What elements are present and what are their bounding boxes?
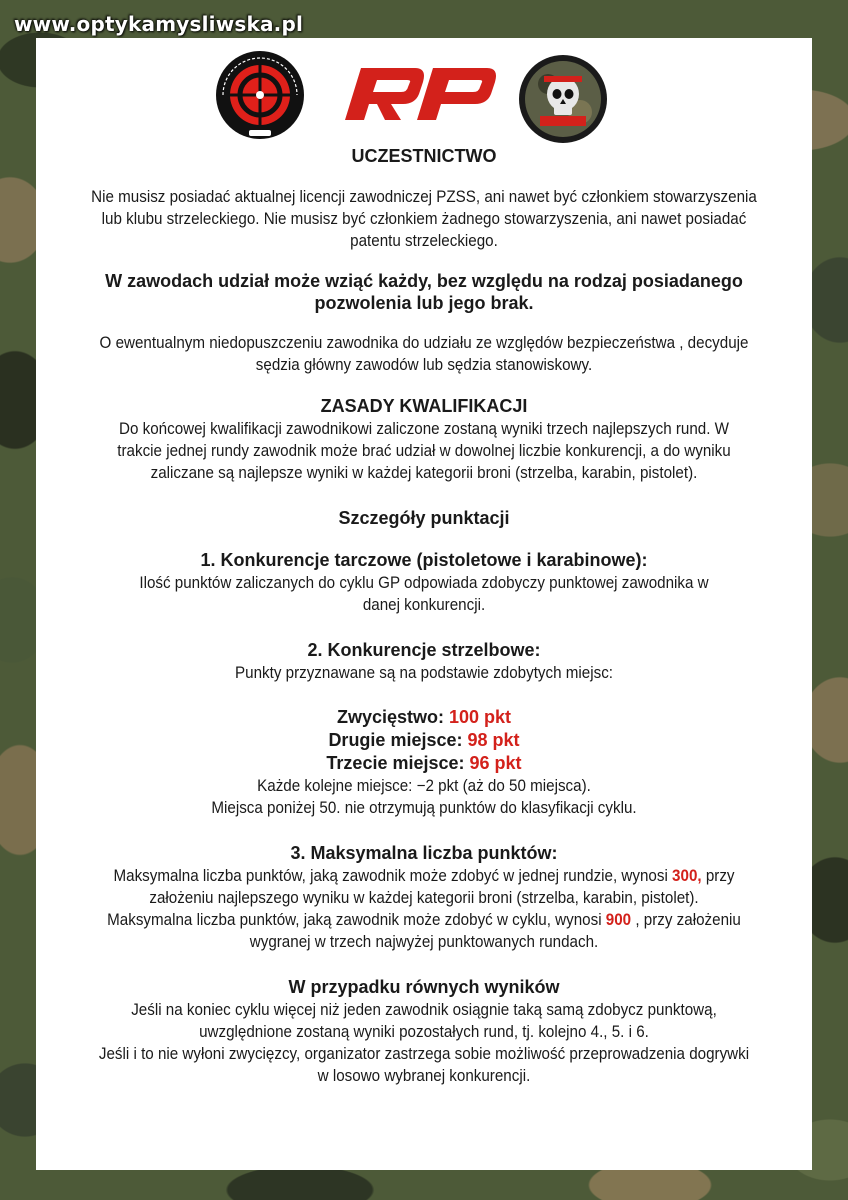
max-round-pre: Maksymalna liczba punktów, jaką zawodnik może zdobyć w jednej rundzie, wynosi [113,867,668,885]
max-cycle-post: , przy założeniu wygranej w trzech najwyżej punktowanych rundach. [249,911,741,951]
tie-text-2: Jeśli i to nie wyłoni zwycięzcy, organizator zastrzega sobie możliwość przeprowadzenia dogrywki w losowo wybranej konkurencji. [98,1045,750,1085]
shadow-skull-logo [518,54,608,144]
shooting-and-fun-logo [215,50,305,140]
scoring-heading: Szczegóły punktacji [338,508,510,528]
document-content [36,144,812,1087]
participation-text: Nie musisz posiadać aktualnej licencji zawodniczej PZSS, ani nawet być członkiem stowarzyszenia lub klubu strzeleckiego. Nie musisz być członkiem żadnego stowarzyszenia, ani nawet posiadać patentu strzeleckiego. [91,188,757,250]
max-cycle-pre: Maksymalna liczba punktów, jaką zawodnik może zdobyć w cyklu, wynosi [107,911,602,929]
participation-heading: UCZESTNICTWO [351,146,497,166]
qualification-text: Do końcowej kwalifikacji zawodnikowi zaliczone zostaną wyniki trzech najlepszych rund. W trakcie jednej rundy zawodnik może brać udział w dowolnej liczbie konkurencji, a do wyniku zaliczane są najlepsze wyniki w każdej kategorii broni (strzelba, karabin, pistolet). [117,420,731,482]
section-2-heading: 2. Konkurencje strzelbowe: [307,640,541,660]
participation-bold-statement: W zawodach udział może wziąć każdy, bez względu na rodzaj posiadanego pozwolenia lub jego brak. [105,271,743,313]
section-1-heading: 1. Konkurencje tarczowe (pistoletowe i karabinowe): [200,550,648,570]
max-round-value: 300, [672,867,702,885]
third-place-points [36,752,812,775]
third-place-label: Trzecie miejsce: [326,753,465,773]
below-50-note: Miejsca poniżej 50. nie otrzymują punktów do klasyfikacji cyklu. [211,799,637,817]
next-places-note: Każde kolejne miejsce: −2 pkt (aż do 50 miejsca). [257,777,591,795]
first-place-label: Zwycięstwo: [336,707,444,727]
document-panel [36,38,812,1170]
exclusion-text: O ewentualnym niedopuszczeniu zawodnika do udziału ze względów bezpieczeństwa , decyduje sędzia główny zawodów lub sędzia stanowiskowy. [99,334,749,374]
section-1-text: Ilość punktów zaliczanych do cyklu GP odpowiada zdobyczy punktowej zawodnika w danej konkurencji. [139,574,709,614]
tie-heading: W przypadku równych wyników [288,977,560,997]
max-cycle-points-text [67,909,781,953]
second-place-label: Drugie miejsce: [328,730,463,750]
max-round-post: przy założeniu najlepszego wyniku w każdej kategorii broni (strzelba, karabin, pistolet). [149,867,735,907]
section-2-text: Punkty przyznawane są na podstawie zdobytych miejsc: [234,664,614,682]
max-round-points-text [67,865,781,909]
second-place-value: 98 pkt [467,730,520,750]
rp-logo [335,62,501,122]
tie-text-1: Jeśli na koniec cyklu więcej niż jeden zawodnik osiągnie taką samą zdobycz punktową, uwzględnione zostaną wyniki pozostałych rund, tj. kolejno 4., 5. i 6. [131,1001,717,1041]
section-3-heading: 3. Maksymalna liczba punktów: [290,843,558,863]
first-place-points [36,706,812,729]
max-cycle-value: 900 [605,911,632,929]
first-place-value: 100 pkt [449,707,512,727]
website-watermark: www.optykamysliwska.pl [14,12,304,36]
third-place-value: 96 pkt [469,753,522,773]
qualification-heading: ZASADY KWALIFIKACJI [320,396,528,416]
second-place-points [36,729,812,752]
logo-row [36,46,812,148]
